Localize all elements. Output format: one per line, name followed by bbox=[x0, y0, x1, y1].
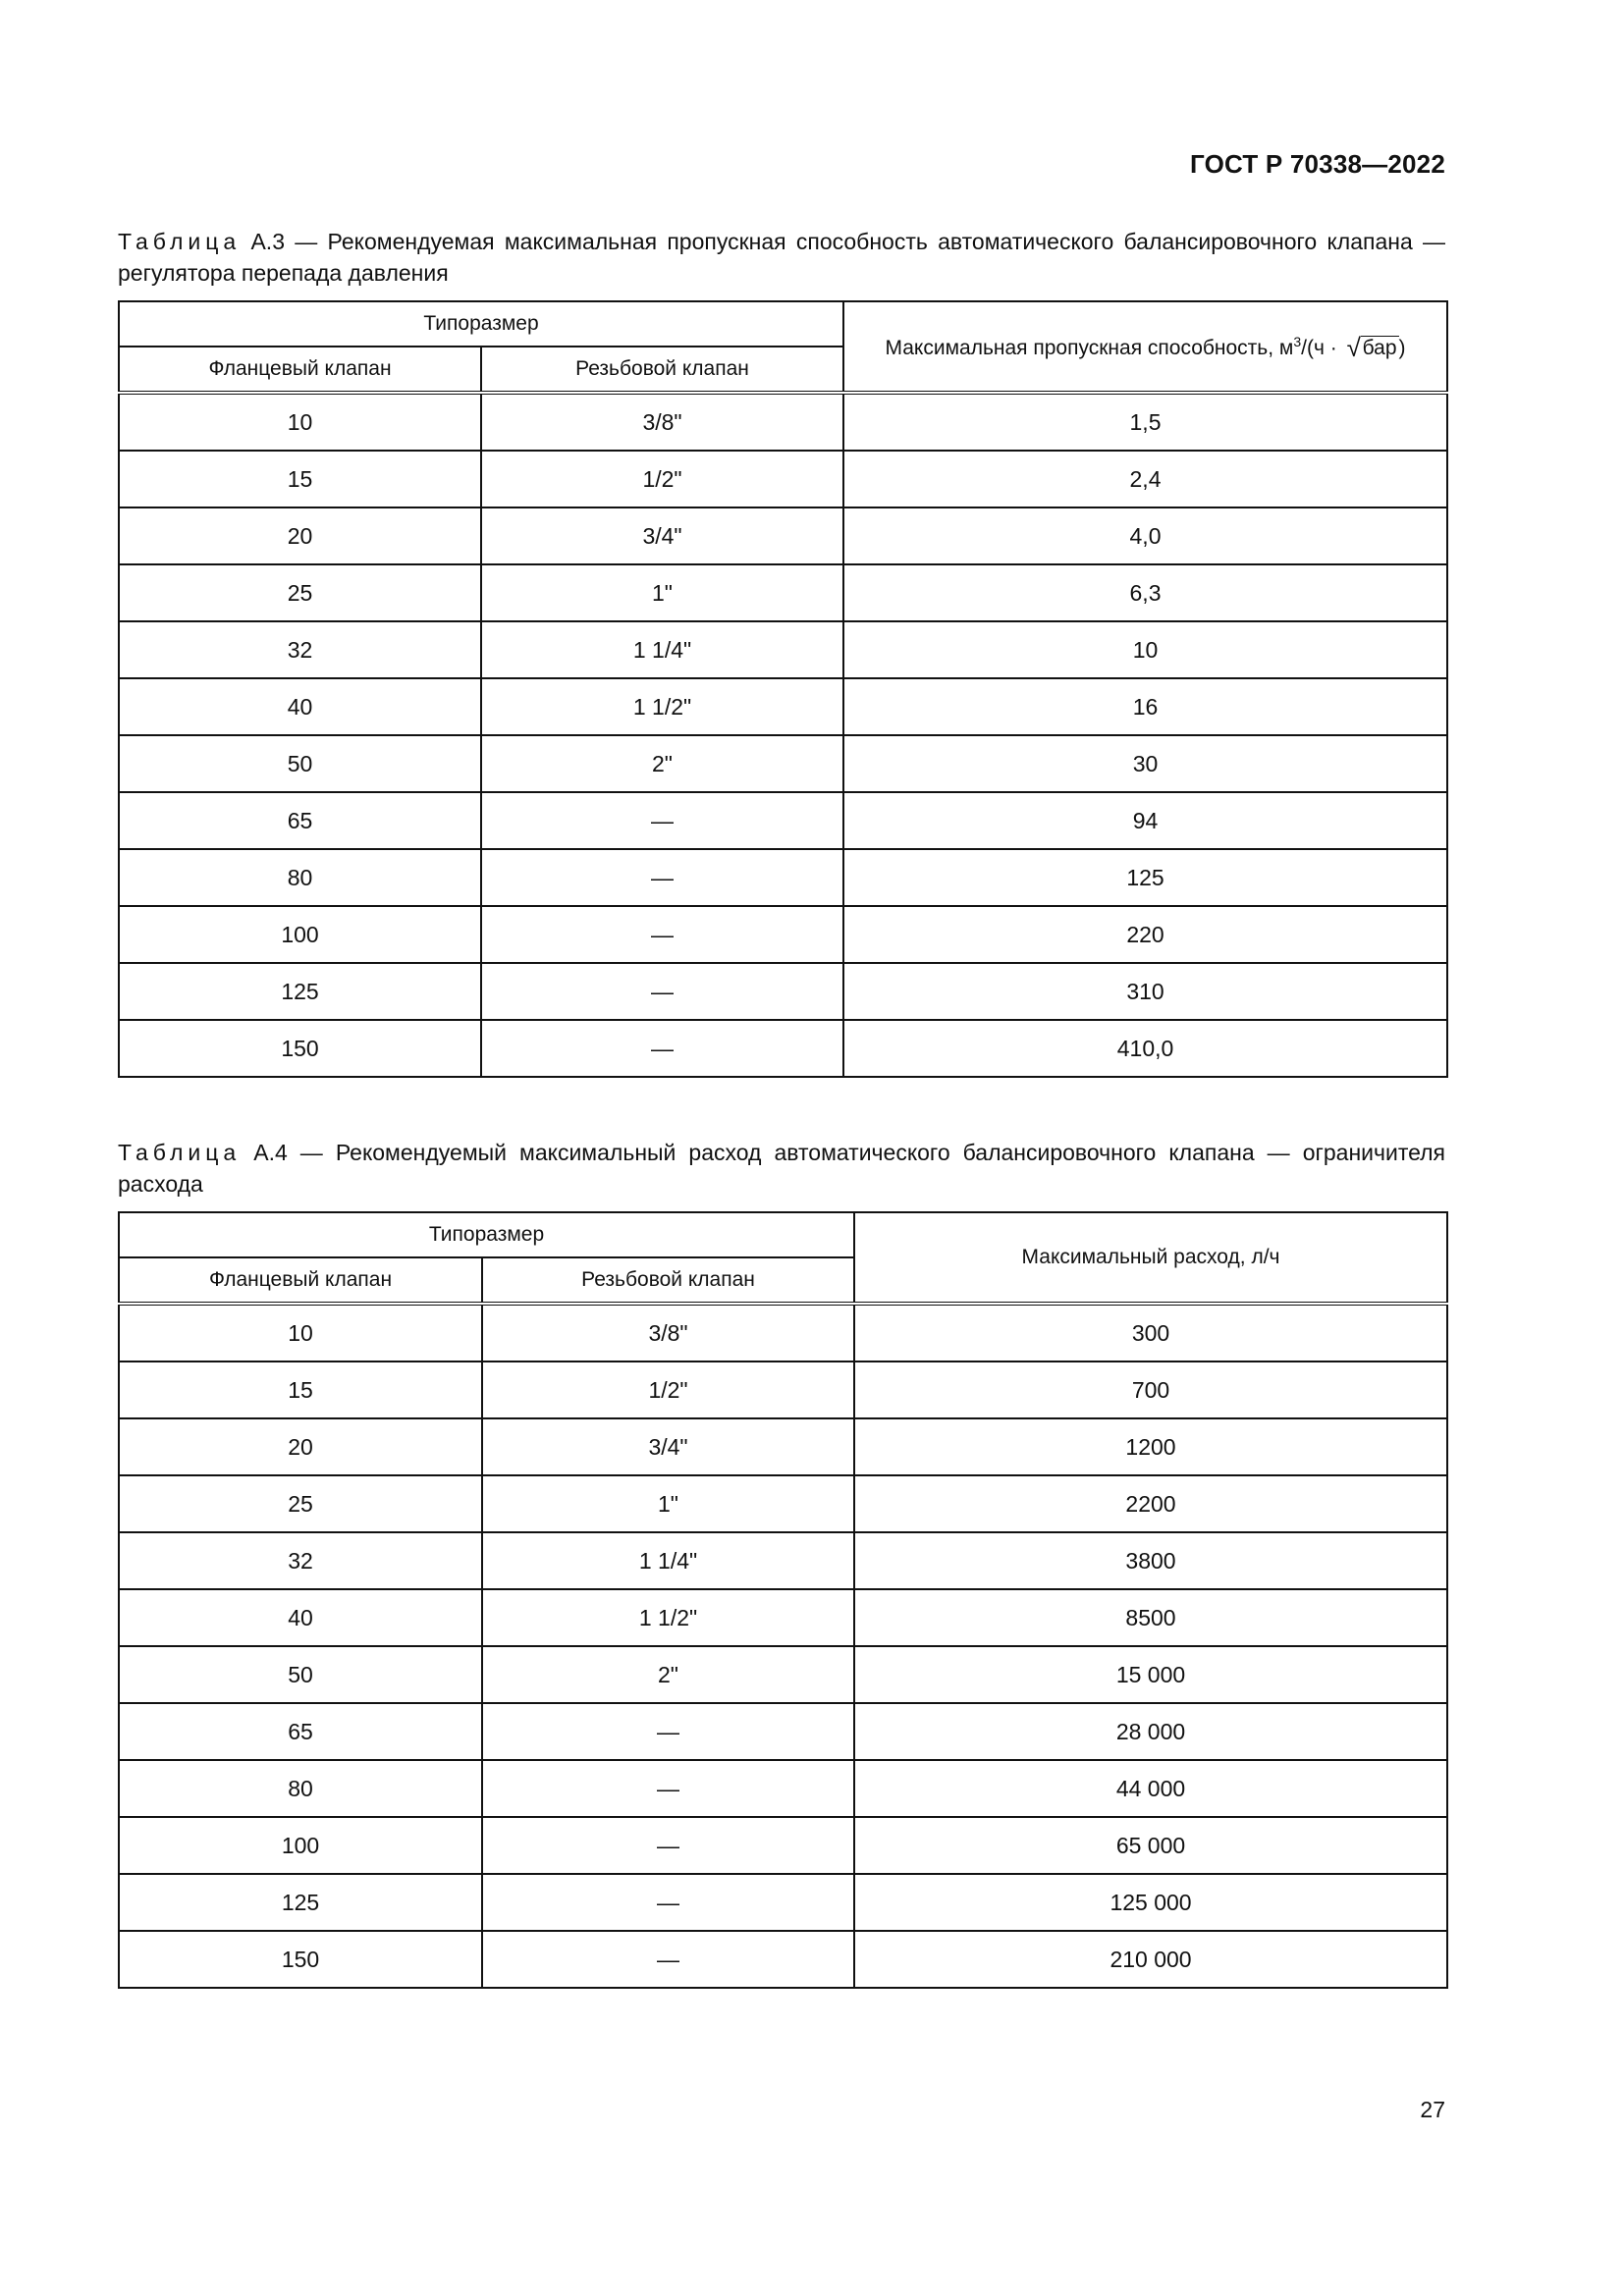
cell-flanged: 125 bbox=[119, 1874, 482, 1931]
cell-value: 44 000 bbox=[854, 1760, 1447, 1817]
table-word: Таблица bbox=[118, 229, 242, 254]
header-max-flow: Максимальный расход, л/ч bbox=[854, 1212, 1447, 1304]
cell-threaded: 1 1/2" bbox=[481, 678, 843, 735]
table-a3 bbox=[118, 300, 1448, 1078]
unit-exponent: 3 bbox=[1293, 333, 1302, 349]
cell-threaded: 1 1/2" bbox=[482, 1589, 854, 1646]
table-row bbox=[119, 1646, 1447, 1703]
table-row bbox=[119, 1874, 1447, 1931]
table-a3-caption bbox=[118, 226, 1445, 289]
cell-threaded: 1/2" bbox=[482, 1362, 854, 1418]
cell-flanged: 25 bbox=[119, 564, 481, 621]
cell-threaded: 1" bbox=[481, 564, 843, 621]
cell-value: 1200 bbox=[854, 1418, 1447, 1475]
cell-threaded: — bbox=[482, 1817, 854, 1874]
cell-value: 300 bbox=[854, 1304, 1447, 1362]
cell-flanged: 25 bbox=[119, 1475, 482, 1532]
sqrt-symbol: √ бар bbox=[1346, 332, 1397, 362]
table-a4-caption bbox=[118, 1137, 1445, 1200]
cell-flanged: 100 bbox=[119, 1817, 482, 1874]
cell-threaded: — bbox=[481, 1020, 843, 1077]
table-row bbox=[119, 1020, 1447, 1077]
cell-value: 2,4 bbox=[843, 451, 1447, 507]
cell-flanged: 100 bbox=[119, 906, 481, 963]
cell-flanged: 150 bbox=[119, 1020, 481, 1077]
cell-threaded: — bbox=[481, 906, 843, 963]
table-row bbox=[119, 1760, 1447, 1817]
table-row bbox=[119, 1475, 1447, 1532]
table-row bbox=[119, 1931, 1447, 1988]
sqrt-radicand: бар bbox=[1362, 336, 1397, 359]
cell-flanged: 50 bbox=[119, 735, 481, 792]
table-row bbox=[119, 906, 1447, 963]
table-row bbox=[119, 1304, 1447, 1362]
cell-value: 3800 bbox=[854, 1532, 1447, 1589]
table-row bbox=[119, 735, 1447, 792]
cell-value: 125 000 bbox=[854, 1874, 1447, 1931]
cell-value: 125 bbox=[843, 849, 1447, 906]
cell-threaded: — bbox=[481, 963, 843, 1020]
table-row bbox=[119, 1418, 1447, 1475]
header-flanged: Фланцевый клапан bbox=[119, 1257, 482, 1304]
table-word: Таблица bbox=[118, 1140, 242, 1165]
cell-flanged: 150 bbox=[119, 1931, 482, 1988]
table-row bbox=[119, 393, 1447, 451]
table-a4-caption-text: А.4 — Рекомендуемый максимальный расход автоматического балансировочного клапана — ограничителя расхода bbox=[118, 1140, 1446, 1197]
cell-value: 210 000 bbox=[854, 1931, 1447, 1988]
cell-value: 4,0 bbox=[843, 507, 1447, 564]
cell-threaded: 1 1/4" bbox=[481, 621, 843, 678]
cell-flanged: 125 bbox=[119, 963, 481, 1020]
cell-threaded: 3/8" bbox=[482, 1304, 854, 1362]
header-group: Типоразмер bbox=[119, 301, 843, 347]
header-max-capacity-mid: /(ч · bbox=[1301, 336, 1337, 359]
cell-flanged: 20 bbox=[119, 1418, 482, 1475]
cell-flanged: 20 bbox=[119, 507, 481, 564]
cell-threaded: 3/4" bbox=[482, 1418, 854, 1475]
header-max-capacity bbox=[843, 301, 1447, 393]
cell-value: 410,0 bbox=[843, 1020, 1447, 1077]
cell-threaded: — bbox=[481, 792, 843, 849]
table-row bbox=[119, 1362, 1447, 1418]
header-max-capacity-prefix: Максимальная пропускная способность, м bbox=[885, 336, 1294, 359]
cell-flanged: 10 bbox=[119, 1304, 482, 1362]
cell-threaded: 3/8" bbox=[481, 393, 843, 451]
cell-value: 700 bbox=[854, 1362, 1447, 1418]
table-row bbox=[119, 1532, 1447, 1589]
cell-value: 94 bbox=[843, 792, 1447, 849]
cell-flanged: 15 bbox=[119, 451, 481, 507]
cell-threaded: — bbox=[482, 1931, 854, 1988]
cell-value: 8500 bbox=[854, 1589, 1447, 1646]
cell-flanged: 50 bbox=[119, 1646, 482, 1703]
cell-threaded: 1/2" bbox=[481, 451, 843, 507]
cell-value: 10 bbox=[843, 621, 1447, 678]
cell-value: 6,3 bbox=[843, 564, 1447, 621]
cell-value: 65 000 bbox=[854, 1817, 1447, 1874]
header-group: Типоразмер bbox=[119, 1212, 854, 1257]
cell-flanged: 32 bbox=[119, 1532, 482, 1589]
table-row bbox=[119, 451, 1447, 507]
table-row bbox=[119, 1703, 1447, 1760]
header-threaded: Резьбовой клапан bbox=[482, 1257, 854, 1304]
table-row bbox=[119, 507, 1447, 564]
cell-flanged: 80 bbox=[119, 1760, 482, 1817]
cell-flanged: 80 bbox=[119, 849, 481, 906]
cell-flanged: 10 bbox=[119, 393, 481, 451]
cell-value: 310 bbox=[843, 963, 1447, 1020]
cell-flanged: 40 bbox=[119, 678, 481, 735]
table-row bbox=[119, 1817, 1447, 1874]
document-id: ГОСТ Р 70338—2022 bbox=[1190, 149, 1445, 179]
cell-flanged: 40 bbox=[119, 1589, 482, 1646]
cell-threaded: — bbox=[481, 849, 843, 906]
table-row bbox=[119, 1589, 1447, 1646]
table-a4 bbox=[118, 1211, 1448, 1989]
table-a3-caption-text: А.3 — Рекомендуемая максимальная пропускная способность автоматического балансировочного клапана — регулятора перепада давления bbox=[118, 229, 1446, 286]
cell-threaded: — bbox=[482, 1874, 854, 1931]
cell-threaded: 2" bbox=[482, 1646, 854, 1703]
cell-threaded: 2" bbox=[481, 735, 843, 792]
cell-value: 1,5 bbox=[843, 393, 1447, 451]
cell-threaded: 3/4" bbox=[481, 507, 843, 564]
cell-value: 15 000 bbox=[854, 1646, 1447, 1703]
header-flanged: Фланцевый клапан bbox=[119, 347, 481, 393]
cell-value: 16 bbox=[843, 678, 1447, 735]
cell-flanged: 15 bbox=[119, 1362, 482, 1418]
cell-value: 30 bbox=[843, 735, 1447, 792]
table-row bbox=[119, 792, 1447, 849]
header-threaded: Резьбовой клапан bbox=[481, 347, 843, 393]
cell-flanged: 65 bbox=[119, 792, 481, 849]
table-row bbox=[119, 621, 1447, 678]
cell-value: 28 000 bbox=[854, 1703, 1447, 1760]
table-row bbox=[119, 564, 1447, 621]
cell-threaded: — bbox=[482, 1703, 854, 1760]
table-row bbox=[119, 678, 1447, 735]
cell-flanged: 32 bbox=[119, 621, 481, 678]
cell-threaded: 1 1/4" bbox=[482, 1532, 854, 1589]
table-row bbox=[119, 849, 1447, 906]
page-number: 27 bbox=[1420, 2097, 1445, 2122]
cell-threaded: 1" bbox=[482, 1475, 854, 1532]
table-row bbox=[119, 963, 1447, 1020]
cell-value: 2200 bbox=[854, 1475, 1447, 1532]
cell-value: 220 bbox=[843, 906, 1447, 963]
cell-flanged: 65 bbox=[119, 1703, 482, 1760]
cell-threaded: — bbox=[482, 1760, 854, 1817]
header-max-capacity-suffix: ) bbox=[1398, 336, 1406, 359]
